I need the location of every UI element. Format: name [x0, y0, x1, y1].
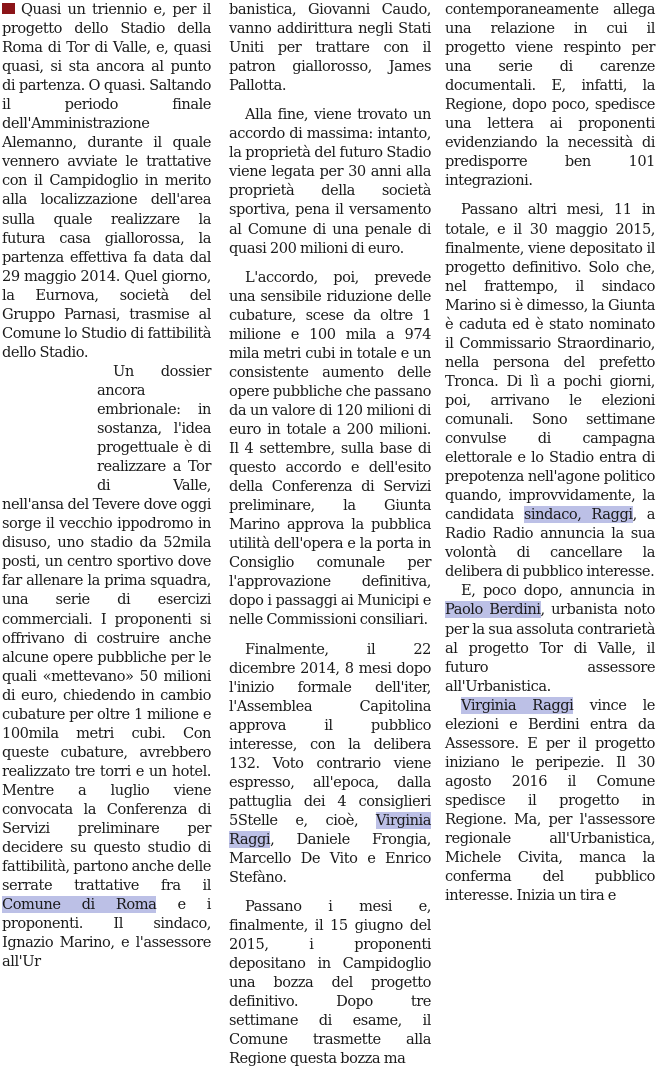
paragraph-4: Virginia Raggi vince le elezioni e Berdini entra da Assessore. E per il progetto iniziano le peripezie. Il 30 agosto 2016 il Comune spedisce il progetto in Regione. Ma, per l'assessore regionale all'Urbanistica, Michele Civita, manca la conferma del pubblico interesse. Inizia un tira e — [445, 696, 655, 905]
paragraph-5: Passano i mesi e, finalmente, il 15 giugno del 2015, i proponenti depositano in Campidoglio una bozza del progetto definitivo. Dopo tre settimane di esame, il Comune trasmette alla Regione questa bozza ma — [229, 898, 431, 1068]
column-3 — [445, 0, 655, 905]
paragraph-1: contemporaneamente allega una relazione in cui il progetto viene respinto per una serie di carenze documentali. E, infatti, la Regione, dopo poco, spedisce una lettera ai proponenti evidenziando la necessità di predisporre ben 101 integrazioni. — [445, 1, 655, 190]
paragraph-2: Alla fine, viene trovato un accordo di massima: intanto, la proprietà del futuro Stadio viene legata per 30 anni alla proprietà della società sportiva, pena il versamento al Comune di una penale di quasi 200 milioni di euro. — [229, 106, 431, 257]
paragraph-3: E, poco dopo, annuncia in Paolo Berdini, urbanista noto per la sua assoluta contrarietà al progetto Tor di Valle, il futuro assessore all'Urbanistica. — [445, 582, 655, 695]
paragraph-2: Un dossier ancora embrionale: in sostanza, l'idea progettuale è di realizzare a Tor di Valle, nell'ansa del Tevere dove oggi sorge il vecchio ippodromo in disuso, uno stadio da 52mila posti, un centro sportivo dove far allenare la prima squadra, una serie di esercizi commerciali. I proponenti si offrivano di costruire anche alcune opere pubbliche per le quali «mettevano» 50 milioni di euro, chiedendo in cambio cubature per oltre 1 milione e 100mila metri cubi. Con queste cubature, avrebbero realizzato tre torri e un hotel. Mentre a luglio viene convocata la Conferenza di Servizi preliminare per decidere su questo studio di fattibilità, partono anche delle serrate trattative fra il Comune di Roma e i proponenti. Il sindaco, Ignazio Marino, e l'assessore all'Ur — [2, 362, 211, 971]
highlight-virginia-raggi-2: Virginia Raggi — [461, 696, 574, 714]
paragraph-3: L'accordo, poi, prevede una sensibile riduzione delle cubature, scese da oltre 1 milione e 100 mila a 974 mila metri cubi in totale e un consistente aumento delle opere pubbliche che passano da un valore di 120 milioni di euro in totale a 200 milioni. Il 4 settembre, sulla base di questo accordo e dell'esito della Conferenza di Servizi preliminare, la Giunta Marino approva la pubblica utilità dell'opera e la porta in Consiglio comunale per l'approvazione definitiva, dopo i passaggi ai Municipi e nelle Commissioni consiliari. — [229, 268, 431, 629]
paragraph-4: Finalmente, il 22 dicembre 2014, 8 mesi dopo l'inizio formale dell'iter, l'Assemblea Capitolina approva il pubblico interesse, con la delibera 132. Voto contrario viene espresso, all'epoca, dalla pattuglia dei 4 consiglieri 5Stelle e, cioè, Virginia Raggi, Daniele Frongia, Marcello De Vito e Enrico Stefàno. — [229, 640, 432, 887]
section-marker-icon — [2, 3, 15, 14]
image-placeholder — [2, 362, 97, 477]
highlight-comune-di-roma: Comune di Roma — [2, 896, 157, 914]
paragraph-1: Quasi un triennio e, per il progetto dello Stadio della Roma di Tor di Valle, e, quasi quasi, si sta ancora al punto di partenza. O quasi. Saltando il periodo finale dell'Amministrazione Alemanno, durante il quale vennero avviate le trattative con il Campidoglio in merito alla localizzazione dell'area sulla quale realizzare la futura casa giallorossa, la partenza effettiva fa data dal 29 maggio 2014. Quel giorno, la Eurnova, società del Gruppo Parnasi, trasmise al Comune lo Studio di fattibilità dello Stadio. — [2, 1, 211, 361]
column-1 — [2, 0, 211, 971]
highlight-paolo-berdini: Paolo Berdini — [445, 601, 541, 619]
highlight-sindaco-raggi: sindaco, Raggi — [523, 506, 633, 524]
highlight-virginia-raggi: Virginia Raggi — [229, 811, 432, 848]
paragraph-1: banistica, Giovanni Caudo, vanno addirittura negli Stati Uniti per trattare con il patron giallorosso, James Pallotta. — [229, 1, 431, 95]
column-2 — [229, 0, 432, 1068]
paragraph-2: Passano altri mesi, 11 in totale, e il 30 maggio 2015, finalmente, viene depositato il progetto definitivo. Solo che, nel frattempo, il sindaco Marino si è dimesso, la Giunta è caduta ed è stato nominato il Commissario Straordinario, nella persona del prefetto Tronca. Di lì a pochi giorni, poi, arrivano le elezioni comunali. Sono settimane convulse di campagna elettorale e lo Stadio entra di prepotenza nell'agone politico quando, improvvidamente, la candidata sindaco, Raggi, a Radio Radio annuncia la sua volontà di cancellare la delibera di pubblico interesse. — [445, 201, 655, 581]
